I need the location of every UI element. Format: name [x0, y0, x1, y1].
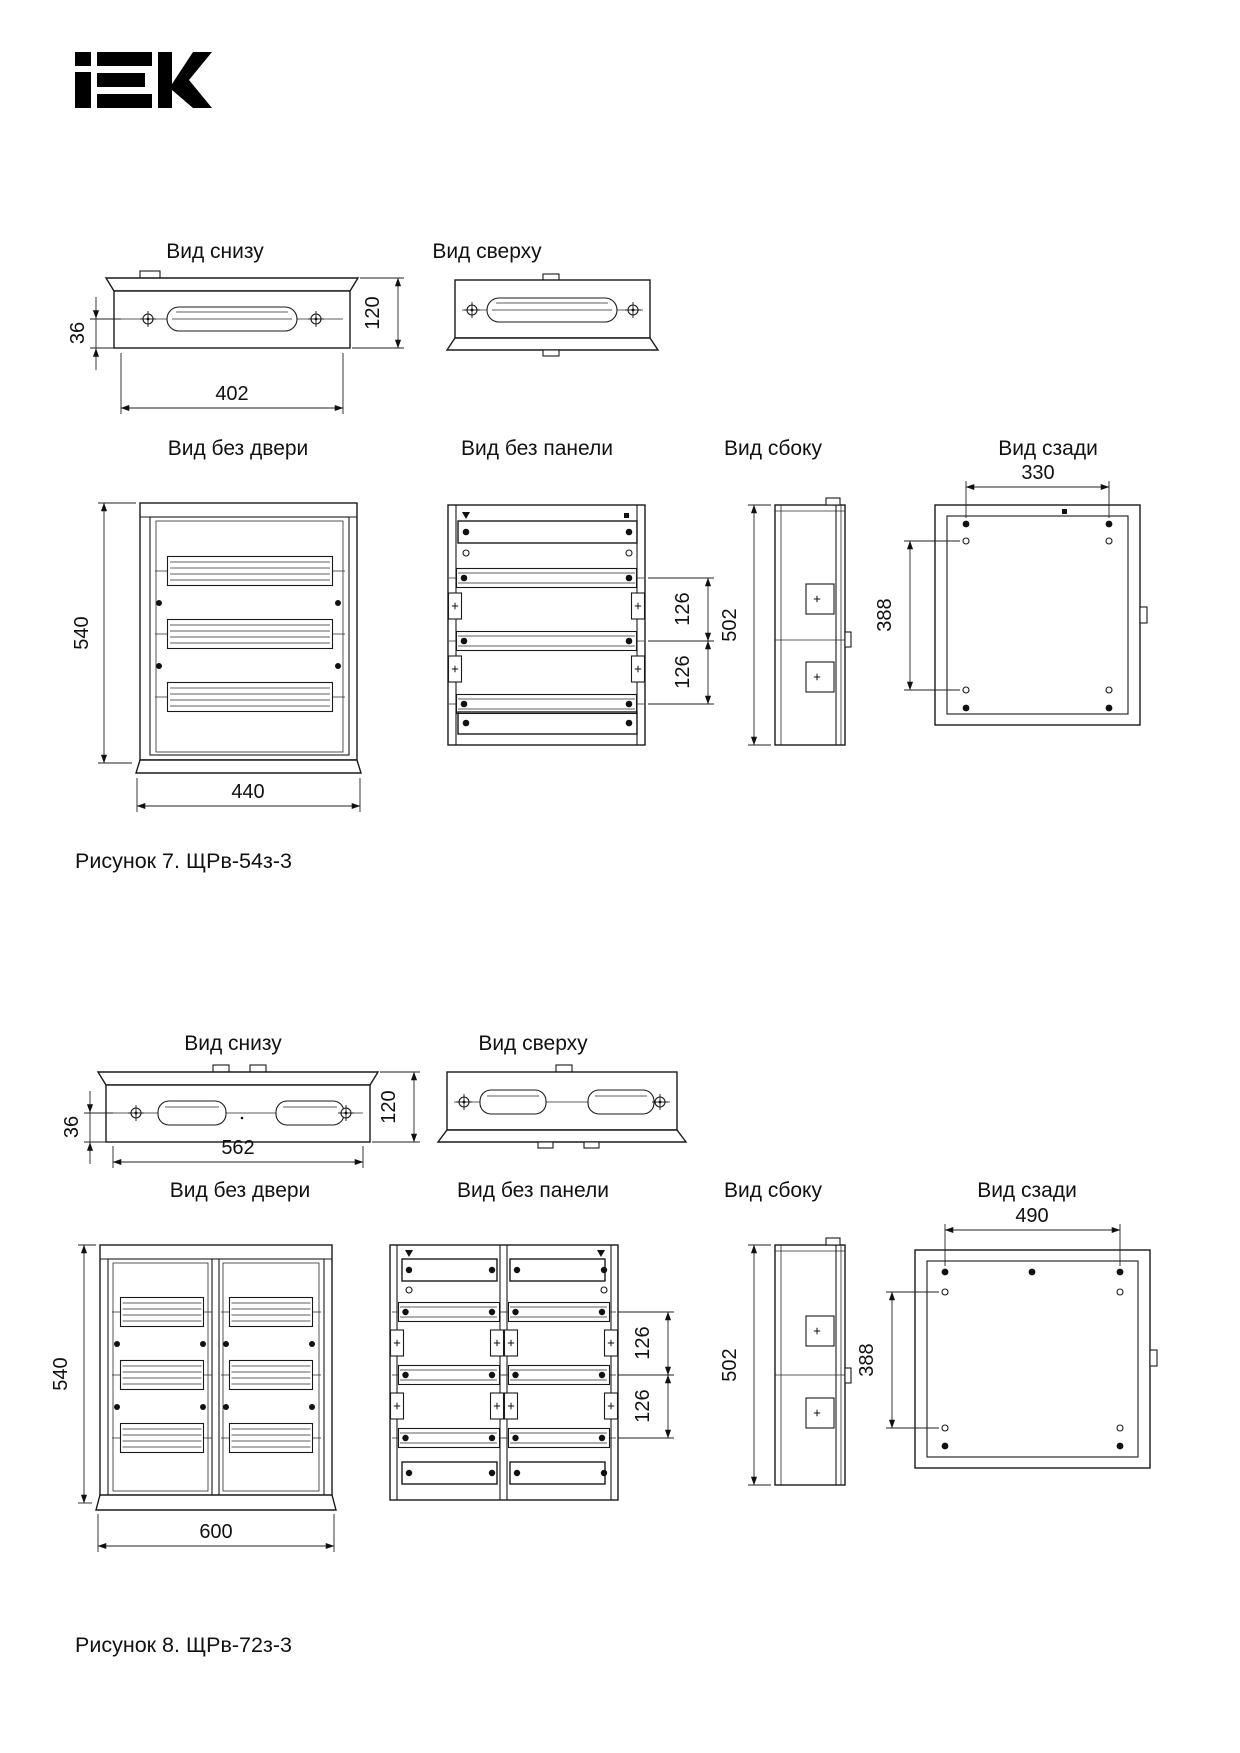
iek-logo: [75, 52, 212, 108]
fig7-dim-offset-36: 36: [67, 321, 89, 345]
fig8-dim-rear-height-388: 388: [856, 1343, 878, 1377]
fig8-dim-side-height-502: 502: [719, 1348, 741, 1382]
fig7-side-view: [719, 498, 851, 745]
fig8-bottom-view: [61, 1065, 420, 1168]
fig7-no-panel-view-label: Вид без панели: [461, 437, 613, 460]
fig7-dim-width-402: 402: [215, 383, 249, 405]
fig8-dim-offset-36: 36: [61, 1115, 83, 1139]
fig8-caption: Рисунок 8. ЩРв-72з-3: [75, 1633, 292, 1657]
fig8-no-door-view-label: Вид без двери: [169, 1179, 311, 1202]
fig7-rear-view-label: Вид сзади: [998, 437, 1098, 460]
fig7-dim-side-height-502: 502: [719, 608, 741, 642]
fig8-top-view-label: Вид сверху: [478, 1032, 588, 1055]
fig7-dim-rear-height-388: 388: [874, 598, 896, 632]
fig8-dim-rear-width-490: 490: [1015, 1205, 1049, 1227]
fig8-dim-width-600: 600: [199, 1521, 233, 1543]
fig7-no-panel-view: [448, 505, 714, 745]
fig8-rear-view-label: Вид сзади: [977, 1179, 1077, 1202]
fig8-side-view-label: Вид сбоку: [724, 1179, 822, 1202]
fig7-dim-rail-gap-bottom-126: 126: [672, 655, 694, 689]
fig7-dim-rear-width-330: 330: [1021, 462, 1055, 484]
fig7-dim-height-540: 540: [71, 616, 93, 650]
fig8-bottom-view-label: Вид снизу: [184, 1032, 282, 1055]
fig7-top-view: [447, 274, 658, 356]
fig8-dim-rail-gap-top-126: 126: [632, 1326, 654, 1360]
figure-8: [50, 1032, 1157, 1657]
fig8-dim-depth-120: 120: [378, 1090, 400, 1124]
fig8-rear-view: [856, 1205, 1157, 1468]
fig8-no-door-view: [50, 1245, 336, 1552]
fig7-side-view-label: Вид сбоку: [724, 437, 822, 460]
fig7-rear-view: [874, 462, 1147, 725]
fig8-no-panel-view-label: Вид без панели: [457, 1179, 609, 1202]
fig7-dim-width-440: 440: [231, 781, 265, 803]
fig7-bottom-view: [67, 271, 404, 414]
fig8-dim-rail-gap-bottom-126: 126: [632, 1389, 654, 1423]
fig7-top-view-label: Вид сверху: [432, 240, 542, 263]
fig7-no-door-view: [71, 503, 361, 812]
fig7-dim-depth-120: 120: [362, 296, 384, 330]
fig8-side-view: [719, 1238, 851, 1485]
fig7-no-door-view-label: Вид без двери: [167, 437, 309, 460]
fig8-dim-width-562: 562: [221, 1137, 255, 1159]
fig8-dim-height-540: 540: [50, 1357, 72, 1391]
fig7-bottom-view-label: Вид снизу: [166, 240, 264, 263]
fig8-top-view: [438, 1065, 686, 1148]
figure-7: [67, 240, 1147, 873]
fig7-dim-rail-gap-top-126: 126: [672, 592, 694, 626]
fig8-no-panel-view: [390, 1245, 674, 1500]
fig7-caption: Рисунок 7. ЩРв-54з-3: [75, 849, 292, 873]
